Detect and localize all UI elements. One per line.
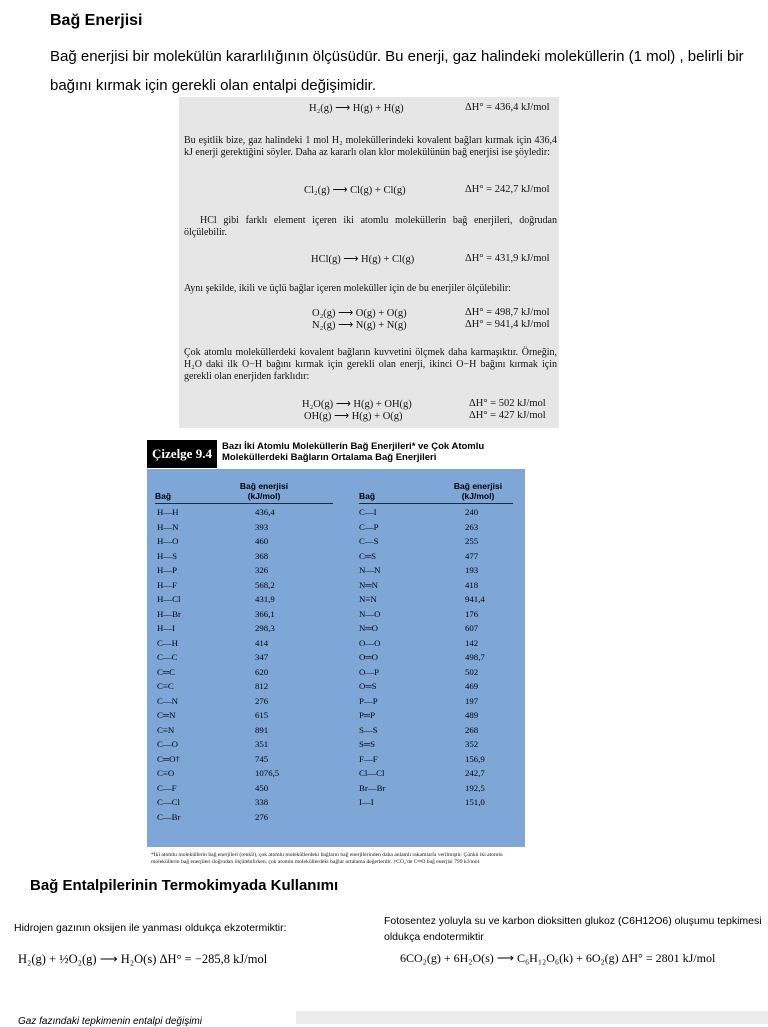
bond-left-14: C═N <box>157 710 176 720</box>
energy-right-6: 941,4 <box>465 594 485 604</box>
bond-right-8: N═O <box>359 623 378 633</box>
paragraph-hcl: HCl gibi farklı element içeren iki atomlu moleküllerin bağ enerjileri, doğrudan ölçülebilir. <box>184 215 557 238</box>
bond-left-1: H—N <box>157 521 179 532</box>
energy-right-4: 193 <box>465 565 479 575</box>
equation-h2: H₂(g) ⟶ H(g) + H(g) <box>309 103 404 114</box>
bond-right-11: O—P <box>359 666 380 677</box>
bond-left-3: H—S <box>157 550 178 561</box>
bond-right-14: P═P <box>359 710 376 720</box>
energy-right-14: 489 <box>465 710 479 720</box>
bond-left-7: H—Br <box>157 608 181 619</box>
bond-right-15: S—S <box>359 724 378 735</box>
table-footnote: *İki atomlu moleküllerin bağ enerjileri (renkli), çok atomlu moleküllerdeki bağların bağ enerjilerinden daha anlamlı rakamlarla verilmiştir. Çünkü iki atomlu moleküllerin bağ enerjileri doğrudan ölçülebilirken, çok atomlu moleküllerdeki bağlar ortalama değerlerdir. †CO₂'de C═O bağ enerjisi 799 kJ/mol. <box>151 852 503 865</box>
energy-left-14: 615 <box>255 710 269 720</box>
equation-hcl: HCl(g) ⟶ H(g) + Cl(g) <box>311 254 415 265</box>
energy-right-17: 156,9 <box>465 753 485 764</box>
table-badge: Çizelge 9.4 <box>147 440 217 468</box>
energy-left-15: 891 <box>255 724 269 735</box>
bond-right-7: N—O <box>359 608 381 619</box>
energy-right-10: 498,7 <box>465 652 485 662</box>
energy-left-19: 450 <box>255 782 269 793</box>
energy-right-2: 255 <box>465 536 479 546</box>
energy-left-12: 812 <box>255 681 269 691</box>
col-bond-right: Bağ <box>359 491 376 501</box>
bond-right-5: N═N <box>359 579 378 590</box>
bond-left-6: H—Cl <box>157 594 181 604</box>
equation-n2: N₂(g) ⟶ N(g) + N(g) <box>312 320 407 331</box>
energy-left-17: 745 <box>255 753 269 764</box>
col-bond-left: Bağ <box>155 491 172 501</box>
energy-left-11: 620 <box>255 666 269 677</box>
energy-left-5: 568,2 <box>255 579 275 590</box>
bond-right-19: Br—Br <box>359 782 386 793</box>
enthalpy-n2: ΔH° = 941,4 kJ/mol <box>465 319 550 330</box>
bond-left-0: H—H <box>157 507 179 517</box>
paragraph-h2: Bu eşitlik bize, gaz halindeki 1 mol H₂ moleküllerindeki kovalent bağları kırmak için 436,4 kJ enerji gerektiğini söyler. Daha az kararlı olan klor molekülünün bağ enerjisi ise şöyledir: <box>184 135 557 158</box>
energy-right-5: 418 <box>465 579 479 590</box>
enthalpy-h2: ΔH° = 436,4 kJ/mol <box>465 102 550 113</box>
photosynthesis-label: Fotosentez yoluyla su ve karbon dioksitten glukoz (C6H12O6) oluşumu tepkimesi oldukça endotermiktir <box>384 915 762 943</box>
bond-right-10: O═O <box>359 652 378 662</box>
col-energy-right-line1: Bağ enerjisi <box>453 481 503 491</box>
bond-left-17: C═O† <box>157 753 180 764</box>
bond-left-13: C—N <box>157 695 179 706</box>
bond-left-11: C═C <box>157 666 175 677</box>
table-body <box>147 469 525 865</box>
equation-o2: O₂(g) ⟶ O(g) + O(g) <box>312 308 407 319</box>
bond-right-4: N—N <box>359 565 381 575</box>
section2-heading: Bağ Entalpilerinin Termokimyada Kullanımı <box>30 877 339 894</box>
table-header <box>145 437 527 469</box>
col-energy-left <box>219 481 309 501</box>
combustion-equation: H₂(g) + ½O₂(g) ⟶ H₂O(s) ΔH° = −285,8 kJ/mol <box>18 952 268 966</box>
energy-left-1: 393 <box>255 521 269 532</box>
energy-right-12: 469 <box>465 681 479 691</box>
table-title: Bazı İki Atomlu Moleküllerin Bağ Enerjileri* ve Çok Atomlu Moleküllerdeki Bağların Ortalama Bağ Enerjileri <box>222 441 485 463</box>
bond-right-20: I—I <box>359 797 374 807</box>
header-rule-right <box>359 503 513 504</box>
col-energy-right-line2: (kJ/mol) <box>461 491 495 501</box>
header-rule-left <box>155 503 333 504</box>
energy-right-8: 607 <box>465 623 479 633</box>
energy-right-7: 176 <box>465 608 479 619</box>
bond-right-16: S═S <box>359 739 376 749</box>
energy-left-4: 326 <box>255 565 269 575</box>
energy-right-20: 151,0 <box>465 797 485 807</box>
energy-right-16: 352 <box>465 739 479 749</box>
energy-left-10: 347 <box>255 652 269 662</box>
bond-right-0: C—I <box>359 507 377 517</box>
bond-left-2: H—O <box>157 536 179 546</box>
enthalpy-oh: ΔH° = 427 kJ/mol <box>469 410 546 421</box>
col-energy-left-line2: (kJ/mol) <box>247 491 281 501</box>
enthalpy-hcl: ΔH° = 431,9 kJ/mol <box>465 253 550 264</box>
energy-right-19: 192,5 <box>465 782 485 793</box>
intro-paragraph: Bağ enerjisi bir molekülün kararlılığının ölçüsüdür. Bu enerji, gaz halindeki moleküllerin (1 mol) , belirli bir bağını kırmak için gerekli olan entalpi değişimidir. <box>50 48 744 94</box>
enthalpy-o2: ΔH° = 498,7 kJ/mol <box>465 307 550 318</box>
energy-right-13: 197 <box>465 695 479 706</box>
bond-right-1: C—P <box>359 521 379 532</box>
equation-cl2: Cl₂(g) ⟶ Cl(g) + Cl(g) <box>304 185 406 196</box>
energy-left-18: 1076,5 <box>255 768 280 778</box>
energy-left-16: 351 <box>255 739 269 749</box>
bond-left-4: H—P <box>157 565 178 575</box>
bond-left-18: C≡O <box>157 768 175 778</box>
textbook-excerpt <box>179 97 559 428</box>
bond-left-19: C—F <box>157 782 177 793</box>
energy-left-2: 460 <box>255 536 269 546</box>
bond-left-10: C—C <box>157 652 178 662</box>
paragraph-multiple-bonds: Aynı şekilde, ikili ve üçlü bağlar içeren moleküller için de bu enerjiler ölçülebilir: <box>184 283 512 294</box>
bond-left-9: C—H <box>157 637 179 648</box>
energy-left-20: 338 <box>255 797 269 807</box>
gas-phase-note: Gaz fazındaki tepkimenin entalpi değişimi <box>18 1016 202 1027</box>
bond-right-6: N≡N <box>359 594 377 604</box>
gray-panel <box>296 1011 768 1024</box>
energy-left-6: 431,9 <box>255 594 275 604</box>
energy-right-9: 142 <box>465 637 479 648</box>
enthalpy-cl2: ΔH° = 242,7 kJ/mol <box>465 184 550 195</box>
bond-energy-table <box>145 437 527 865</box>
bond-right-13: P—P <box>359 695 378 706</box>
bond-right-2: C—S <box>359 536 379 546</box>
bond-left-16: C—O <box>157 739 179 749</box>
energy-right-0: 240 <box>465 507 479 517</box>
bond-left-21: C—Br <box>157 811 181 822</box>
energy-left-13: 276 <box>255 695 269 706</box>
energy-right-1: 263 <box>465 521 479 532</box>
energy-left-7: 366,1 <box>255 608 275 619</box>
combustion-label: Hidrojen gazının oksijen ile yanması oldukça ekzotermiktir: <box>14 922 287 934</box>
enthalpy-h2o: ΔH° = 502 kJ/mol <box>469 398 546 409</box>
energy-right-11: 502 <box>465 666 479 677</box>
energy-right-3: 477 <box>465 550 479 561</box>
energy-left-0: 436,4 <box>255 507 275 517</box>
bond-left-20: C—Cl <box>157 797 180 807</box>
bond-left-15: C≡N <box>157 724 175 735</box>
energy-left-9: 414 <box>255 637 269 648</box>
col-energy-right <box>433 481 523 501</box>
photosynthesis-equation: 6CO₂(g) + 6H₂O(s) ⟶ C₆H₁₂O₆(k) + 6O₂(g) ΔH° = 2801 kJ/mol <box>400 951 716 965</box>
energy-left-8: 298,3 <box>255 623 275 633</box>
bond-right-17: F—F <box>359 753 378 764</box>
energy-right-18: 242,7 <box>465 768 485 778</box>
bond-right-9: O—O <box>359 637 381 648</box>
energy-right-15: 268 <box>465 724 479 735</box>
col-energy-left-line1: Bağ enerjisi <box>239 481 289 491</box>
energy-left-21: 276 <box>255 811 269 822</box>
bond-left-12: C≡C <box>157 681 174 691</box>
bond-right-3: C═S <box>359 550 376 561</box>
equation-h2o: H₂O(g) ⟶ H(g) + OH(g) <box>302 399 412 410</box>
paragraph-polyatomic: Çok atomlu moleküllerdeki kovalent bağların kuvvetini ölçmek daha karmaşıktır. Örneğin, H₂O daki ilk O−H bağını kırmak için gerekli olan enerji, ikinci O−H bağını kırmak için gerekli olan enerjiden farklıdır: <box>184 347 557 382</box>
bond-right-12: O═S <box>359 681 377 691</box>
bond-left-8: H—I <box>157 623 176 633</box>
bond-right-18: Cl—Cl <box>359 768 385 778</box>
energy-left-3: 368 <box>255 550 269 561</box>
equation-oh: OH(g) ⟶ H(g) + O(g) <box>304 411 403 422</box>
bond-left-5: H—F <box>157 579 178 590</box>
section-heading: Bağ Enerjisi <box>50 12 143 29</box>
